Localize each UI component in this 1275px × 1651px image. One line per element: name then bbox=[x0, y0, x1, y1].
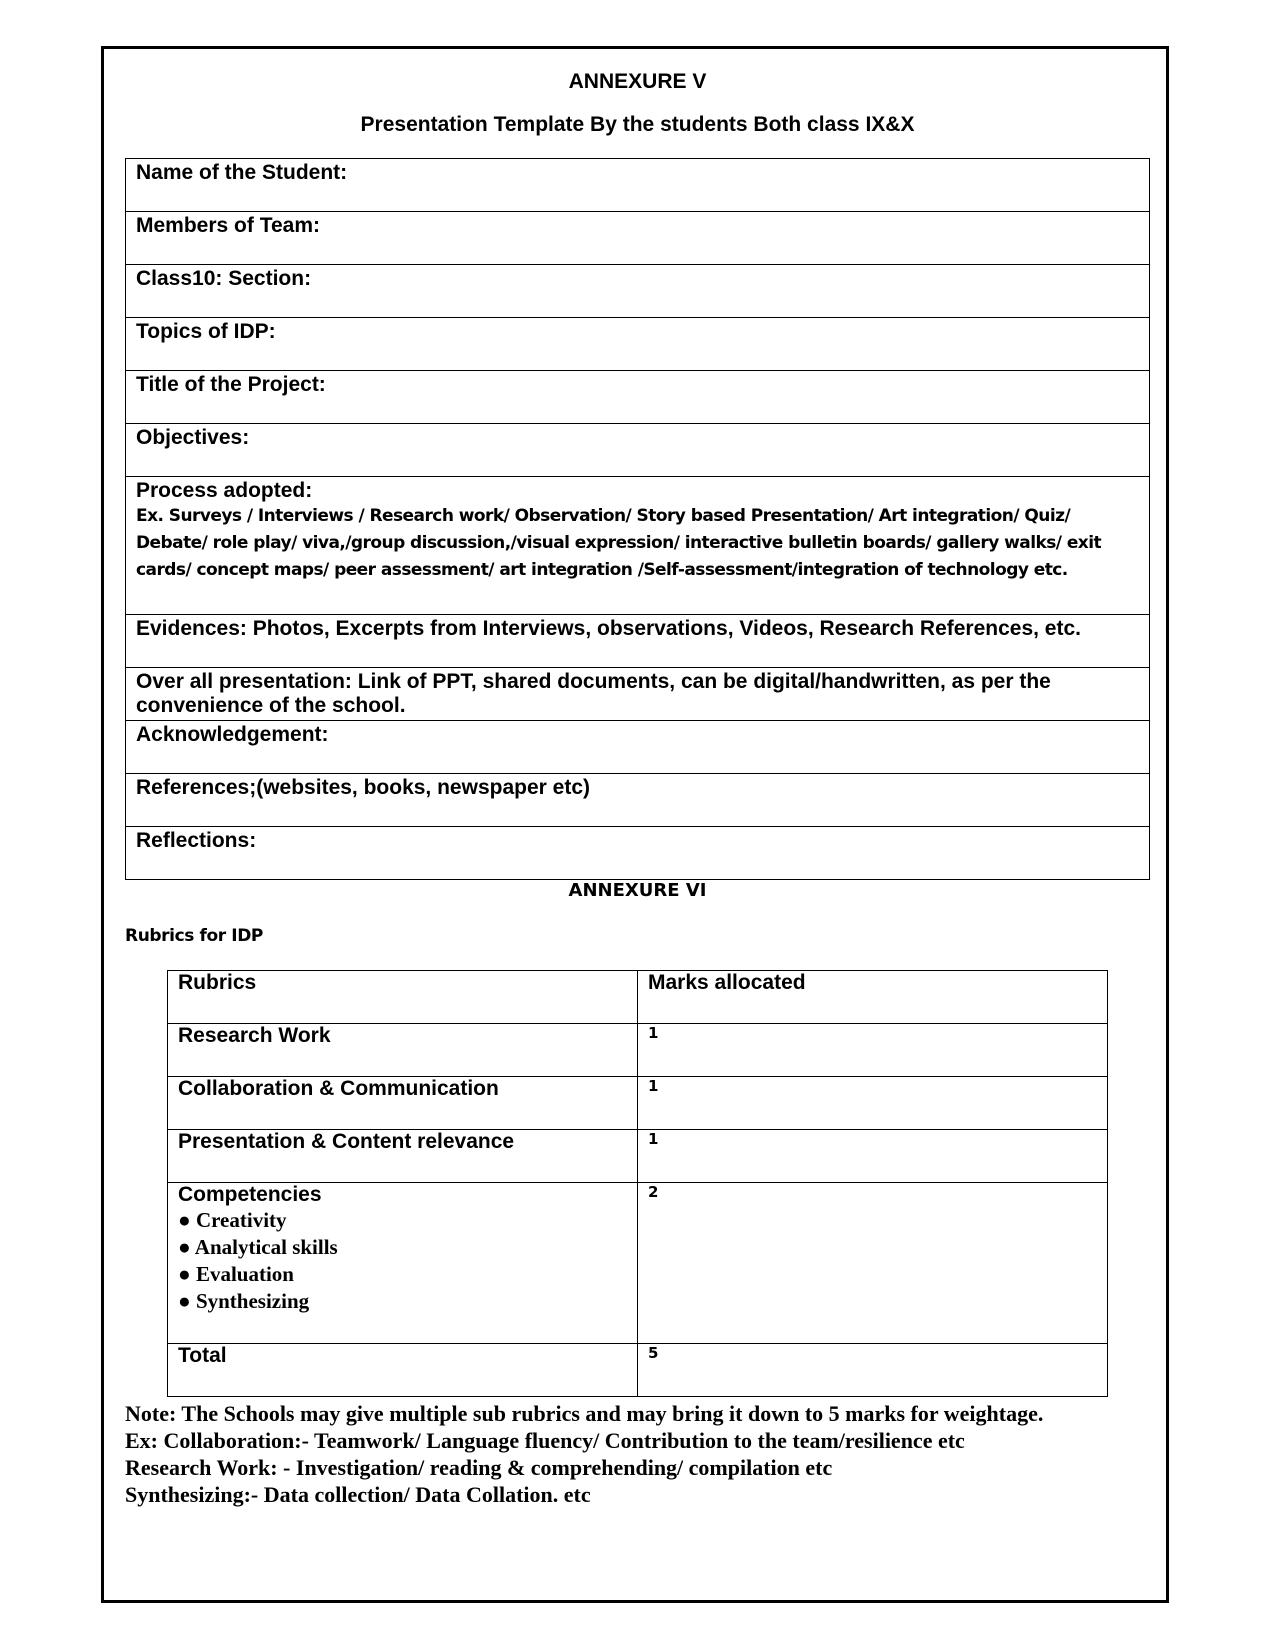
bullet-icon: ● bbox=[178, 1289, 196, 1313]
competency-evaluation: Evaluation bbox=[195, 1262, 294, 1286]
bullet-icon: ● bbox=[178, 1235, 195, 1259]
template-row-name bbox=[126, 159, 1150, 212]
competency-item bbox=[178, 1234, 627, 1261]
bullet-icon: ● bbox=[178, 1262, 196, 1286]
template-row-process bbox=[126, 477, 1150, 615]
template-row-topics bbox=[126, 318, 1150, 371]
competency-item bbox=[178, 1207, 627, 1234]
total-marks: 5 bbox=[638, 1344, 1108, 1397]
field-topics-of-idp: Topics of IDP: bbox=[126, 318, 1150, 371]
annexure-v-title: ANNEXURE V bbox=[568, 70, 707, 93]
table-row bbox=[168, 1024, 1108, 1077]
process-examples: Ex. Surveys / Interviews / Research work/ Observation/ Story based Presentation/ Art integration/ Quiz/ Debate/ role play/ viva,/group discussion,/visual expression/ interactive bulletin boards/ gallery walks/ exit cards/ concept maps/ peer assessment/ art integration /Self-assessment/integration of technology etc. bbox=[136, 506, 1102, 580]
marks-column-header: Marks allocated bbox=[638, 971, 1108, 1024]
rubrics-caption: Rubrics for IDP bbox=[125, 926, 263, 946]
rubrics-header-row bbox=[168, 971, 1108, 1024]
template-row-overall bbox=[126, 668, 1150, 721]
competency-creativity: Creativity bbox=[195, 1208, 287, 1232]
field-evidences: Evidences: Photos, Excerpts from Interviews, observations, Videos, Research References, etc. bbox=[126, 615, 1150, 668]
template-row-evidences bbox=[126, 615, 1150, 668]
competency-synthesizing: Synthesizing bbox=[195, 1289, 310, 1313]
field-reflections: Reflections: bbox=[126, 827, 1150, 880]
table-row bbox=[168, 1130, 1108, 1183]
rubrics-table bbox=[167, 970, 1108, 1397]
competencies-label: Competencies bbox=[178, 1183, 322, 1206]
marks-presentation: 1 bbox=[638, 1130, 1108, 1183]
marks-competencies: 2 bbox=[638, 1183, 1108, 1344]
competency-item bbox=[178, 1288, 627, 1315]
rubric-presentation: Presentation & Content relevance bbox=[168, 1130, 638, 1183]
total-label: Total bbox=[168, 1344, 638, 1397]
field-acknowledgement: Acknowledgement: bbox=[126, 721, 1150, 774]
template-row-acknowledgement bbox=[126, 721, 1150, 774]
template-row-members bbox=[126, 212, 1150, 265]
template-row-objectives bbox=[126, 424, 1150, 477]
rubrics-column-header: Rubrics bbox=[168, 971, 638, 1024]
field-overall-presentation: Over all presentation: Link of PPT, shared documents, can be digital/handwritten, as per the convenience of the school. bbox=[126, 668, 1150, 721]
competency-item bbox=[178, 1261, 627, 1288]
rubric-collaboration: Collaboration & Communication bbox=[168, 1077, 638, 1130]
note-line: Synthesizing:- Data collection/ Data Collation. etc bbox=[125, 1482, 591, 1507]
field-references: References;(websites, books, newspaper etc) bbox=[126, 774, 1150, 827]
template-subtitle: Presentation Template By the students Both class IX&X bbox=[360, 113, 915, 136]
field-process-adopted bbox=[126, 477, 1150, 615]
template-row-references bbox=[126, 774, 1150, 827]
template-row-class bbox=[126, 265, 1150, 318]
total-row bbox=[168, 1344, 1108, 1397]
competency-analytical: Analytical skills bbox=[194, 1235, 338, 1259]
note-line: Research Work: - Investigation/ reading & comprehending/ compilation etc bbox=[125, 1455, 833, 1480]
field-members-of-team: Members of Team: bbox=[126, 212, 1150, 265]
template-row-reflections bbox=[126, 827, 1150, 880]
rubric-research-work: Research Work bbox=[168, 1024, 638, 1077]
table-row bbox=[168, 1183, 1108, 1344]
presentation-template-table bbox=[125, 158, 1150, 880]
field-class-section: Class10: Section: bbox=[126, 265, 1150, 318]
annexure-vi-title: ANNEXURE VI bbox=[568, 880, 707, 901]
marks-collaboration: 1 bbox=[638, 1077, 1108, 1130]
note-line: Ex: Collaboration:- Teamwork/ Language fluency/ Contribution to the team/resilience etc bbox=[125, 1428, 965, 1453]
process-adopted-label: Process adopted: bbox=[136, 479, 313, 502]
rubric-competencies bbox=[168, 1183, 638, 1344]
field-objectives: Objectives: bbox=[126, 424, 1150, 477]
marks-research-work: 1 bbox=[638, 1024, 1108, 1077]
notes-block bbox=[125, 1400, 1043, 1508]
bullet-icon: ● bbox=[178, 1208, 196, 1232]
template-row-title bbox=[126, 371, 1150, 424]
note-line: Note: The Schools may give multiple sub rubrics and may bring it down to 5 marks for weightage. bbox=[125, 1401, 1044, 1426]
field-name-of-student: Name of the Student: bbox=[126, 159, 1150, 212]
field-title-of-project: Title of the Project: bbox=[126, 371, 1150, 424]
table-row bbox=[168, 1077, 1108, 1130]
